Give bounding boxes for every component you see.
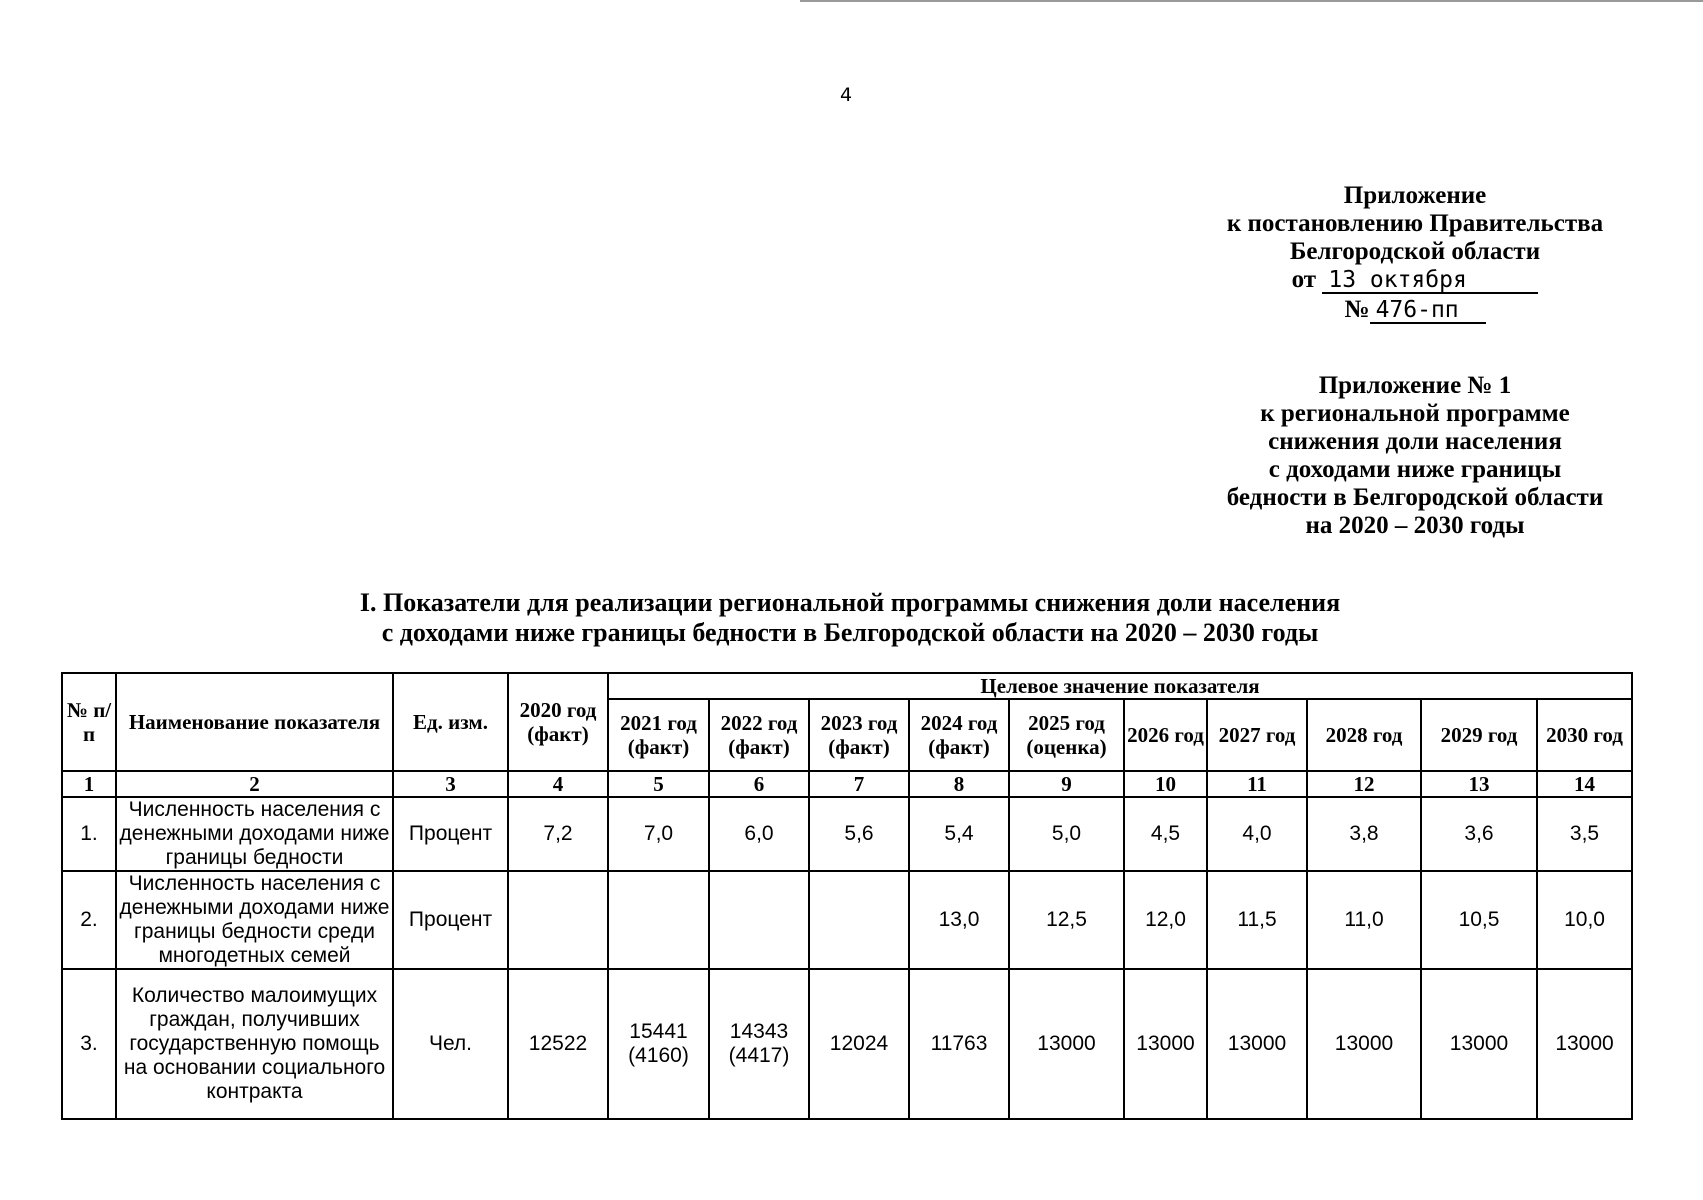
value-cell: [608, 871, 709, 969]
column-number: 12: [1307, 771, 1421, 797]
value-cell: 3,6: [1421, 797, 1537, 871]
appendix-decree-heading: [1180, 182, 1650, 326]
indicator-name: Численность населения с денежными доходами ниже границы бедности: [116, 797, 393, 871]
indicator-name: Численность населения с денежными доходами ниже границы бедности среди многодетных семей: [116, 871, 393, 969]
column-number-row: [62, 771, 1632, 797]
value-cell: 10,0: [1537, 871, 1632, 969]
value-cell: 12522: [508, 969, 608, 1119]
section-title-line-2: с доходами ниже границы бедности в Белгородской области на 2020 – 2030 годы: [381, 618, 1319, 647]
appendix-1-line: бедности в Белгородской области: [1226, 484, 1604, 511]
header-year: 2022 год (факт): [709, 699, 809, 771]
header-year: 2028 год: [1307, 699, 1421, 771]
scan-edge-line: [800, 0, 1703, 2]
indicator-unit: Чел.: [393, 969, 508, 1119]
column-number: 11: [1207, 771, 1307, 797]
indicator-unit: Процент: [393, 797, 508, 871]
value-cell: 14343 (4417): [709, 969, 809, 1119]
value-cell: 13,0: [909, 871, 1009, 969]
decree-number-line: [1180, 296, 1650, 326]
appendix-decree-line: Приложение: [1343, 182, 1487, 209]
column-number: 7: [809, 771, 909, 797]
header-year: 2030 год: [1537, 699, 1632, 771]
column-number: 1: [62, 771, 116, 797]
appendix-1-line: к региональной программе: [1260, 400, 1570, 427]
header-name: Наименование показателя: [116, 673, 393, 771]
decree-number-label: №: [1344, 296, 1370, 323]
value-cell: 5,4: [909, 797, 1009, 871]
section-title: [300, 588, 1400, 648]
appendix-1-line: Приложение № 1: [1318, 372, 1512, 399]
decree-number-value: 476-пп: [1370, 298, 1486, 324]
header-year: 2021 год (факт): [608, 699, 709, 771]
column-number: 14: [1537, 771, 1632, 797]
value-cell: 12,0: [1124, 871, 1207, 969]
header-year: 2025 год (оценка): [1009, 699, 1124, 771]
value-cell: 11,0: [1307, 871, 1421, 969]
header-target-group: Целевое значение показателя: [608, 673, 1632, 699]
value-cell: 4,0: [1207, 797, 1307, 871]
value-cell: 5,0: [1009, 797, 1124, 871]
value-cell: 11763: [909, 969, 1009, 1119]
column-number: 13: [1421, 771, 1537, 797]
column-number: 3: [393, 771, 508, 797]
indicators-table: [61, 672, 1633, 1120]
value-cell: 6,0: [709, 797, 809, 871]
header-year: 2026 год: [1124, 699, 1207, 771]
column-number: 8: [909, 771, 1009, 797]
header-year: 2027 год: [1207, 699, 1307, 771]
value-cell: 13000: [1307, 969, 1421, 1119]
value-cell: 3,5: [1537, 797, 1632, 871]
value-cell: [508, 871, 608, 969]
value-cell: 3,8: [1307, 797, 1421, 871]
header-year: 2023 год (факт): [809, 699, 909, 771]
value-cell: 13000: [1537, 969, 1632, 1119]
value-cell: 10,5: [1421, 871, 1537, 969]
appendix-1-heading: [1180, 372, 1650, 540]
column-number: 4: [508, 771, 608, 797]
header-year: 2024 год (факт): [909, 699, 1009, 771]
table-row: [62, 871, 1632, 969]
value-cell: 13000: [1124, 969, 1207, 1119]
appendix-1-line: с доходами ниже границы: [1268, 456, 1562, 483]
value-cell: 13000: [1009, 969, 1124, 1119]
column-number: 5: [608, 771, 709, 797]
decree-date-value: 13 октября: [1322, 268, 1538, 294]
section-title-line-1: I. Показатели для реализации региональной программы снижения доли населения: [359, 588, 1341, 617]
row-number: 2.: [62, 871, 116, 969]
column-number: 2: [116, 771, 393, 797]
decree-date-line: [1180, 266, 1650, 296]
value-cell: 12024: [809, 969, 909, 1119]
column-number: 9: [1009, 771, 1124, 797]
value-cell: 13000: [1207, 969, 1307, 1119]
value-cell: [809, 871, 909, 969]
table-row: [62, 797, 1632, 871]
indicator-name: Количество малоимущих граждан, получивших государственную помощь на основании социального контракта: [116, 969, 393, 1119]
value-cell: 13000: [1421, 969, 1537, 1119]
column-number: 10: [1124, 771, 1207, 797]
indicator-unit: Процент: [393, 871, 508, 969]
row-number: 1.: [62, 797, 116, 871]
value-cell: 5,6: [809, 797, 909, 871]
value-cell: 7,2: [508, 797, 608, 871]
appendix-1-line: снижения доли населения: [1268, 428, 1562, 455]
value-cell: 4,5: [1124, 797, 1207, 871]
value-cell: 15441 (4160): [608, 969, 709, 1119]
appendix-decree-line: Белгородской области: [1289, 238, 1541, 265]
value-cell: [709, 871, 809, 969]
header-unit: Ед. изм.: [393, 673, 508, 771]
appendix-decree-line: к постановлению Правительства: [1226, 210, 1604, 237]
header-year: 2029 год: [1421, 699, 1537, 771]
header-2020: 2020 год (факт): [508, 673, 608, 771]
column-number: 6: [709, 771, 809, 797]
row-number: 3.: [62, 969, 116, 1119]
decree-date-label: от: [1291, 266, 1317, 293]
header-no: № п/п: [62, 673, 116, 771]
value-cell: 7,0: [608, 797, 709, 871]
value-cell: 11,5: [1207, 871, 1307, 969]
page-number: 4: [839, 84, 853, 106]
appendix-1-line: на 2020 – 2030 годы: [1305, 512, 1525, 539]
table-row: [62, 969, 1632, 1119]
value-cell: 12,5: [1009, 871, 1124, 969]
